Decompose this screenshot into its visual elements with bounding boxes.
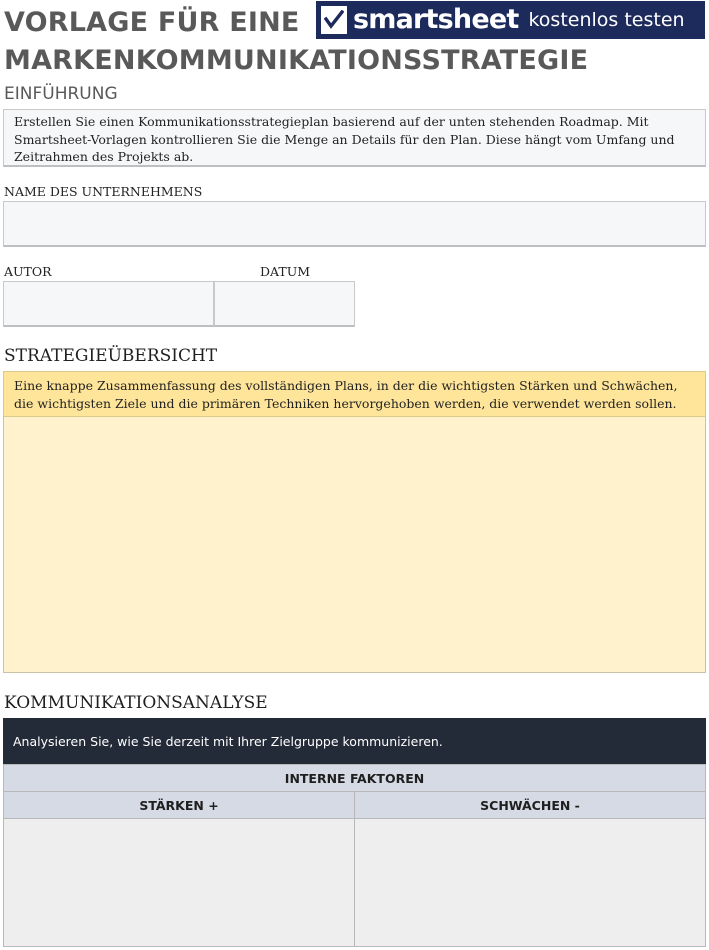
- analysis-heading: KOMMUNIKATIONSANALYSE: [4, 693, 268, 713]
- company-name-label: NAME DES UNTERNEHMENS: [4, 184, 203, 199]
- smartsheet-banner[interactable]: [316, 1, 705, 39]
- title-line-2: MARKENKOMMUNIKATIONSSTRATEGIE: [4, 45, 589, 76]
- intro-text-box: Erstellen Sie einen Kommunikationsstrategieplan basierend auf der unten stehenden Roadmap. Mit Smartsheet-Vorlagen kontrollieren Sie die Menge an Details für den Plan. Diese hängt vom Umfang und Zeitrahmen des Projekts ab.: [3, 109, 706, 167]
- title-line-1: VORLAGE FÜR EINE: [4, 7, 300, 38]
- strengths-field[interactable]: [3, 819, 355, 947]
- company-name-field[interactable]: [3, 201, 706, 247]
- strategy-hint: Eine knappe Zusammenfassung des vollständigen Plans, in der die wichtigsten Stärken und Schwächen, die wichtigsten Ziele und die primären Techniken hervorgehoben werden, die verwendet werden sollen.: [3, 371, 706, 417]
- section-subtitle-intro: EINFÜHRUNG: [4, 84, 118, 104]
- date-label: DATUM: [260, 264, 311, 279]
- date-field[interactable]: [214, 281, 355, 327]
- analysis-instruction: Analysieren Sie, wie Sie derzeit mit Ihrer Zielgruppe kommunizieren.: [3, 718, 706, 764]
- strengths-header: STÄRKEN +: [3, 791, 355, 819]
- weaknesses-field[interactable]: [354, 819, 706, 947]
- author-field[interactable]: [3, 281, 214, 327]
- strategy-summary-field[interactable]: [3, 417, 706, 673]
- banner-cta[interactable]: kostenlos testen: [528, 9, 685, 31]
- author-label: AUTOR: [4, 264, 52, 279]
- weaknesses-header: SCHWÄCHEN -: [354, 791, 706, 819]
- banner-brand: smartsheet: [353, 4, 519, 35]
- smartsheet-logo-icon: [321, 6, 347, 34]
- strategy-heading: STRATEGIEÜBERSICHT: [4, 346, 218, 366]
- internal-factors-header: INTERNE FAKTOREN: [3, 764, 706, 792]
